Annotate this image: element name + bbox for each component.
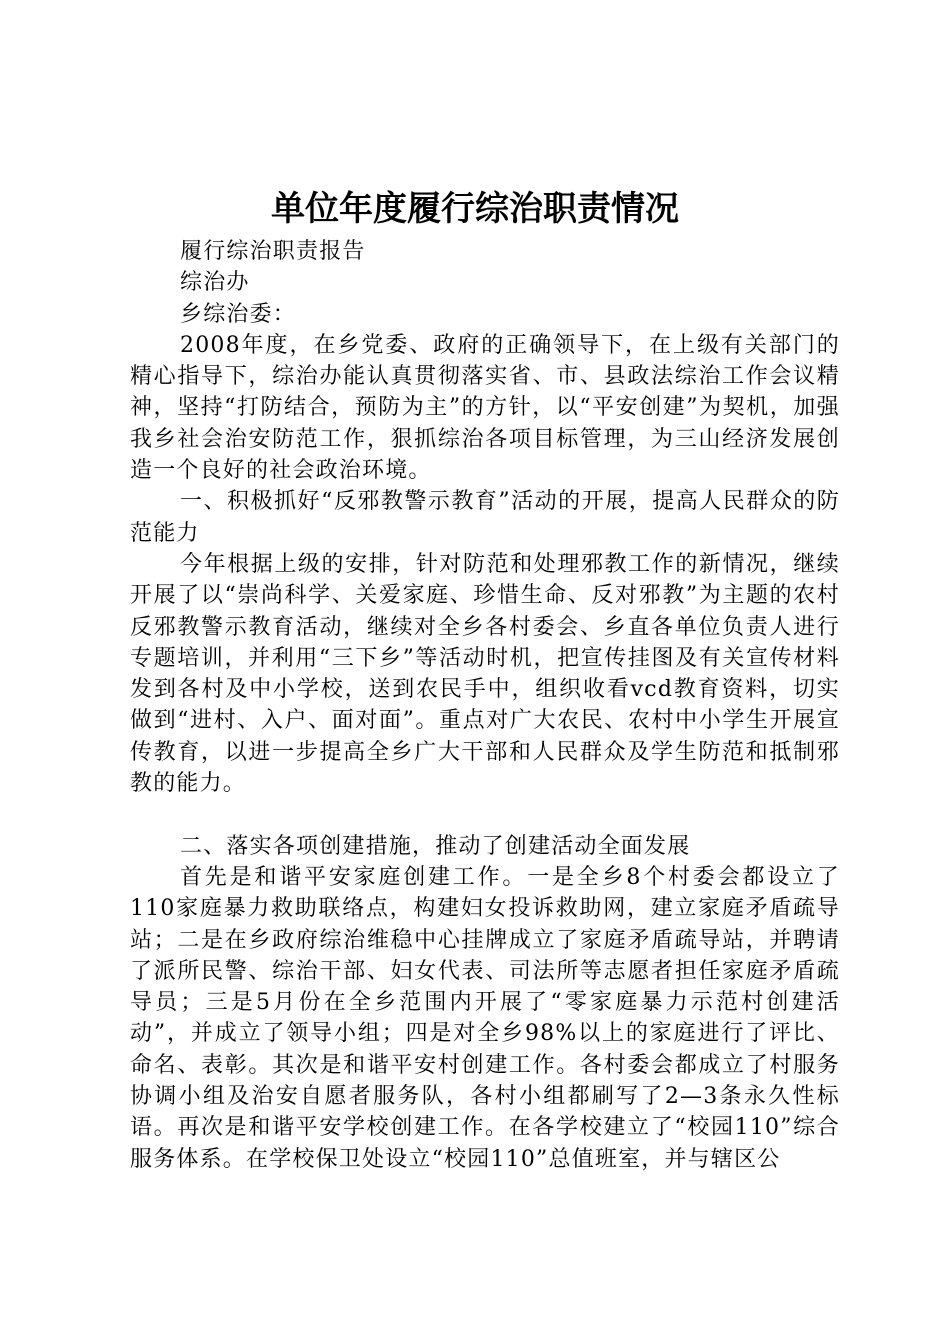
addressee: 乡综治委： [180,301,297,327]
intro-paragraph: 2008年度，在乡党委、政府的正确领导下，在上级有关部门的精心指导下，综治办能认真贯彻落实省、市、县政法综治工作会议精神，坚持“打防结合，预防为主”的方针，以“平安创建”为契机，加强我乡社会治安防范工作，狠抓综治各项目标管理，为三山经济发展创造一个良好的社会政治环境。 [130,332,840,484]
section-paragraph-1: 今年根据上级的安排，针对防范和处理邪教工作的新情况，继续开展了以“崇尚科学、关爱家庭、珍惜生命、反对邪教”为主题的农村反邪教警示教育活动，继续对全乡各村委会、乡直各单位负责人进行专题培训，并利用“三下乡”等活动时机，把宣传挂图及有关宣传材料发到各村及中小学校，送到农民手中，组织收看vcd教育资料，切实做到“进村、入户、面对面”。重点对广大农民、农村中小学生开展宣传教育，以进一步提高全乡广大干部和人民群众及学生防范和抵制邪教的能力。 [130,551,840,797]
section-paragraph-2: 首先是和谐平安家庭创建工作。一是全乡8个村委会都设立了110家庭暴力救助联络点，构建妇女投诉救助网，建立家庭矛盾疏导站；二是在乡政府综治维稳中心挂牌成立了家庭矛盾疏导站，并聘请了派所民警、综治干部、妇女代表、司法所等志愿者担任家庭矛盾疏导员；三是5月份在全乡范围内开展了“零家庭暴力示范村创建活动”，并成立了领导小组；四是对全乡98%以上的家庭进行了评比、命名、表彰。其次是和谐平安村创建工作。各村委会都成立了村服务协调小组及治安自愿者服务队，各村小组都刷写了2—3条永久性标语。再次是和谐平安学校创建工作。在各学校建立了“校园110”综合服务体系。在学校保卫处设立“校园110”总值班室，并与辖区公 [130,864,840,1172]
document-title: 单位年度履行综治职责情况 [271,189,679,229]
document-body [130,236,840,1175]
section-heading-1: 一、积极抓好“反邪教警示教育”活动的开展，提高人民群众的防范能力 [130,489,840,546]
report-subtitle: 履行综治职责报告 [180,239,366,264]
issuing-office: 综治办 [180,270,250,296]
section-heading-2: 二、落实各项创建措施，推动了创建活动全面发展 [180,833,691,859]
